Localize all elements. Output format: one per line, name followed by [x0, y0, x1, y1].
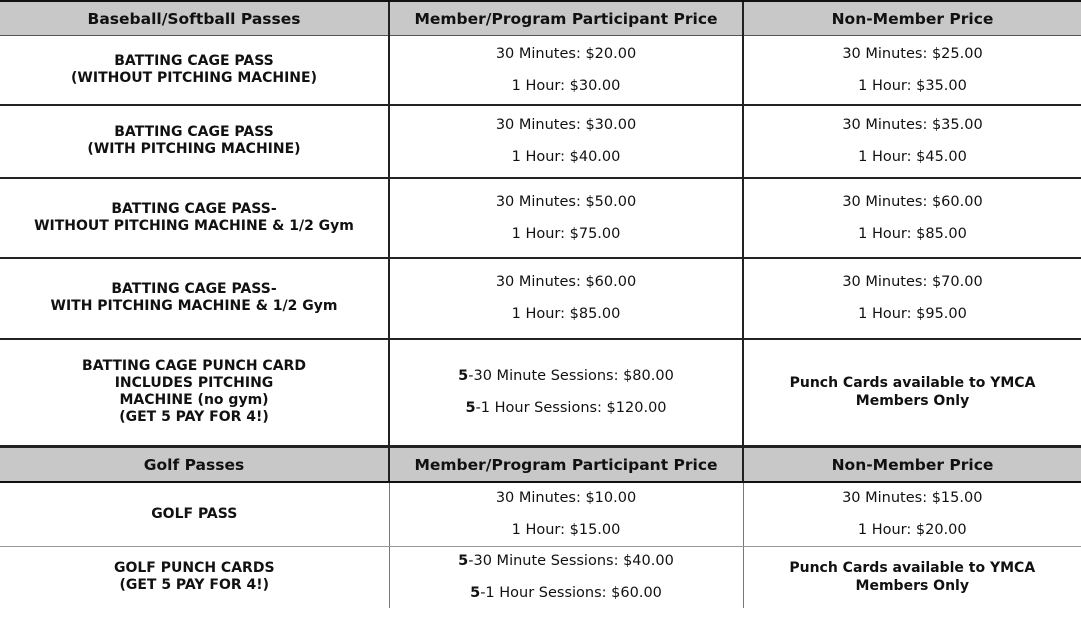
session-count: 5 — [465, 400, 476, 417]
member-price-header: Member/Program Participant Price — [389, 447, 743, 483]
golf-header-row — [0, 447, 1081, 483]
member-price: 30 Minutes: $50.00 1 Hour: $75.00 — [389, 178, 743, 258]
pass-name: BATTING CAGE PASS (WITH PITCHING MACHINE) — [0, 105, 389, 178]
session-count: 5 — [458, 553, 469, 570]
non-member-price-header: Non-Member Price — [743, 447, 1081, 483]
table-row — [0, 482, 1081, 546]
non-member-note: Punch Cards available to YMCA Members Only — [743, 339, 1081, 447]
member-price: 30 Minutes: $30.00 1 Hour: $40.00 — [389, 105, 743, 178]
session-count: 5 — [470, 585, 481, 602]
pass-name: GOLF PASS — [0, 482, 389, 546]
golf-section-header: Golf Passes — [0, 447, 389, 483]
non-member-price: 30 Minutes: $15.00 1 Hour: $20.00 — [743, 482, 1081, 546]
non-member-price: 30 Minutes: $70.00 1 Hour: $95.00 — [743, 258, 1081, 339]
session-count: 5 — [458, 368, 469, 385]
table-row — [0, 105, 1081, 178]
pass-name: BATTING CAGE PASS- WITHOUT PITCHING MACHINE & 1/2 Gym — [0, 178, 389, 258]
pass-name: BATTING CAGE PASS- WITH PITCHING MACHINE & 1/2 Gym — [0, 258, 389, 339]
table-row — [0, 36, 1081, 105]
member-price: 5-30 Minute Sessions: $80.00 5-1 Hour Sessions: $120.00 — [389, 339, 743, 447]
table-row — [0, 258, 1081, 339]
non-member-note: Punch Cards available to YMCA Members Only — [743, 546, 1081, 608]
member-price: 5-30 Minute Sessions: $40.00 5-1 Hour Sessions: $60.00 — [389, 546, 743, 608]
non-member-price: 30 Minutes: $60.00 1 Hour: $85.00 — [743, 178, 1081, 258]
non-member-price: 30 Minutes: $35.00 1 Hour: $45.00 — [743, 105, 1081, 178]
pass-name: GOLF PUNCH CARDS (GET 5 PAY FOR 4!) — [113, 560, 275, 594]
table-row — [0, 546, 1081, 608]
non-member-price: 30 Minutes: $25.00 1 Hour: $35.00 — [743, 36, 1081, 105]
pass-name: BATTING CAGE PASS (WITHOUT PITCHING MACHINE) — [0, 36, 389, 105]
non-member-price-header: Non-Member Price — [743, 1, 1081, 36]
baseball-section-header: Baseball/Softball Passes — [0, 1, 389, 36]
table-row — [0, 339, 1081, 447]
baseball-header-row — [0, 1, 1081, 36]
table-row — [0, 178, 1081, 258]
pass-name: BATTING CAGE PUNCH CARD INCLUDES PITCHING MACHINE (no gym) (GET 5 PAY FOR 4!) — [82, 358, 306, 426]
member-price: 30 Minutes: $10.00 1 Hour: $15.00 — [389, 482, 743, 546]
member-price-header: Member/Program Participant Price — [389, 1, 743, 36]
member-price: 30 Minutes: $60.00 1 Hour: $85.00 — [389, 258, 743, 339]
member-price: 30 Minutes: $20.00 1 Hour: $30.00 — [389, 36, 743, 105]
